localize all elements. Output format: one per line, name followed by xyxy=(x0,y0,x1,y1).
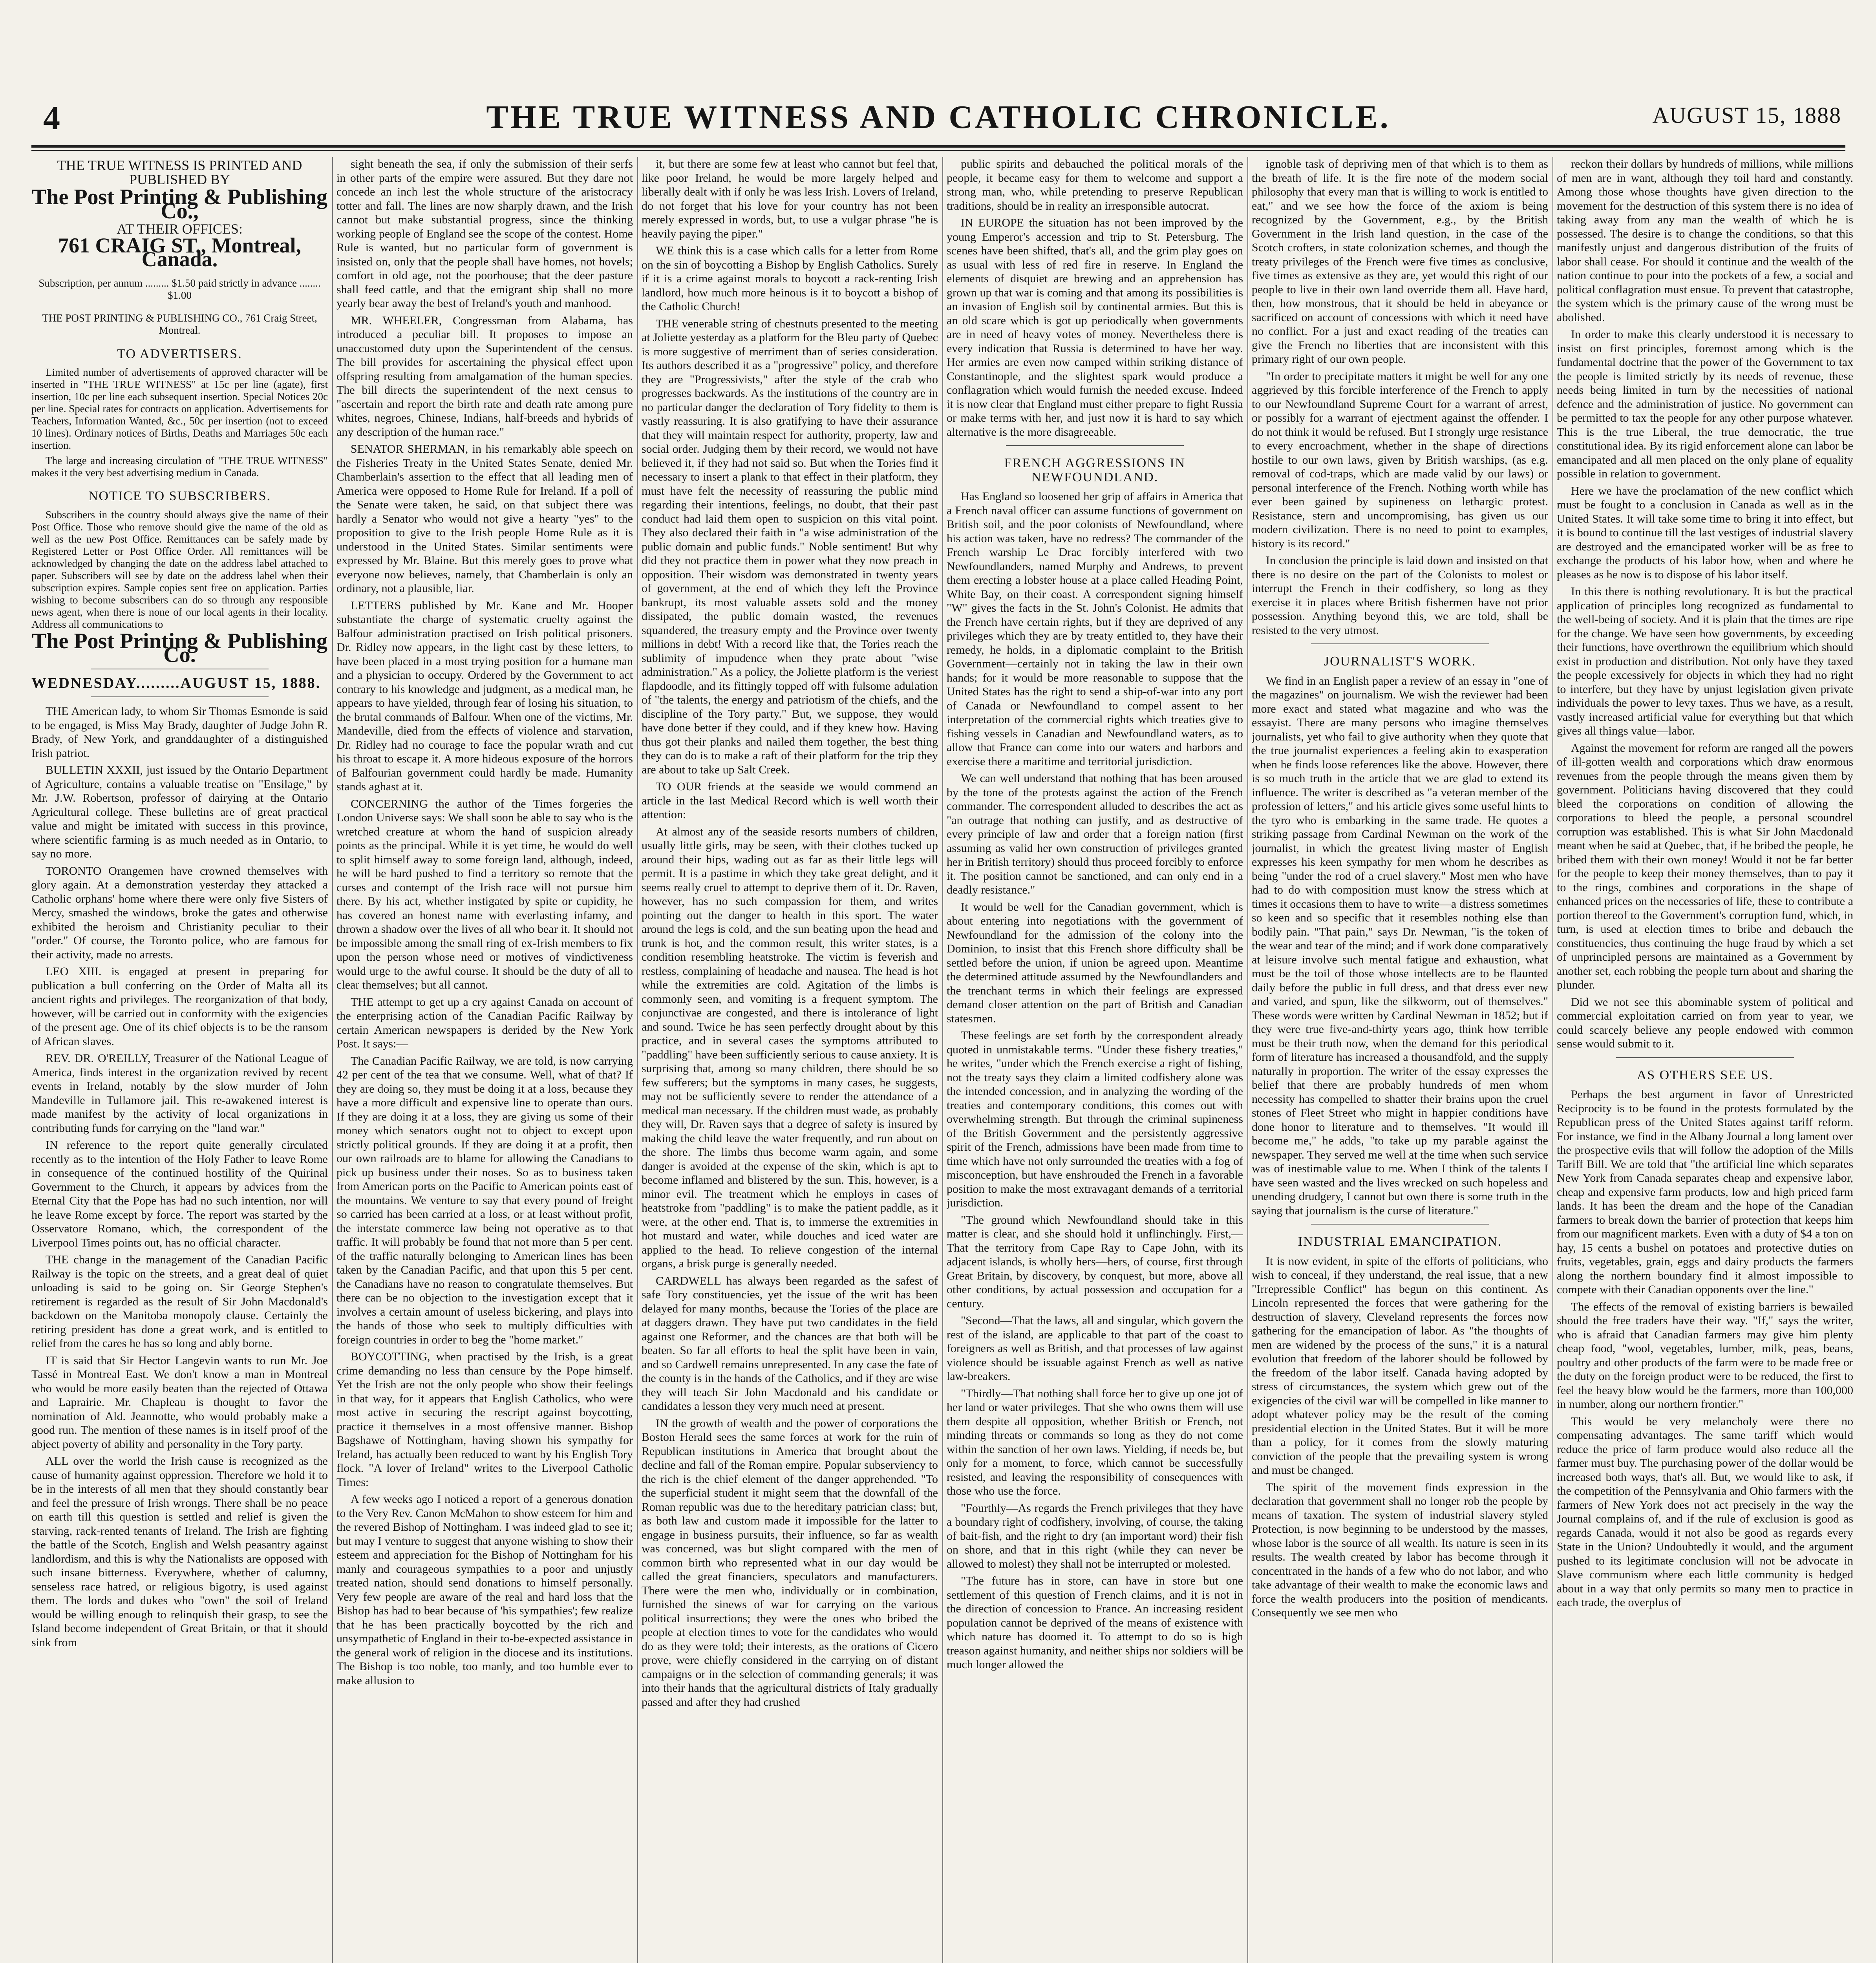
masthead-rule xyxy=(31,145,1845,151)
paragraph: "In order to precipitate matters it might be well for any one aggrieved by this forcible interference of the French to apply to our Newfoundland Supreme Court for a warrant of arrest, or possibly for a warrant of ejectment against the offender. I do not think it would be refused. But I strongly urge resistance to every encroachment, whether in the shape of directions hostile to our own laws, given by British warships, (as e.g. removal of cod-traps, which are made valid by our laws) or personal interference of the French. Nothing worth while has ever been gained by supineness on lethargic protest. Resistance, stern and uncompromising, has given us our modern civilization. There is no need to point to examples, history is its record." xyxy=(1252,369,1548,550)
paragraph: "Thirdly—That nothing shall force her to give up one jot of her land or water privileges. That she who owns them will use them despite all opposition, whether British or French, not minding threats or commands so long as they do not come within the sanction of her own laws. Yielding, if needs be, but only for a moment, to force, which cannot be successfully resisted, and leaving the responsibility of consequences with those who use the force. xyxy=(947,1387,1243,1497)
issue-date: AUGUST 15, 1888 xyxy=(1652,102,1841,128)
paragraph: TORONTO Orangemen have crowned themselves with glory again. At a demonstration yesterday they attacked a Catholic orphans' home where there were only five Sisters of Mercy, smashed the windows, broke the gates and otherwise exhibited the heroism and Christianity peculiar to their "order." Of course, the Toronto police, who are famous for their activity, made no arrests. xyxy=(31,864,328,961)
separator xyxy=(1616,1057,1794,1058)
paragraph: "The ground which Newfoundland should take in this matter is clear, and she should hold it unflinchingly. First,—That the territory from Cape Ray to Cape John, with its adjacent islands, is wholly hers—hers, of course, first through Great Britain, by discovery, by conquest, but more, above all other conditions, by actual possession and occupation for a century. xyxy=(947,1213,1243,1310)
column-divider xyxy=(332,157,333,1963)
publisher-intro: THE TRUE WITNESS IS PRINTED AND PUBLISHED BY xyxy=(57,157,302,187)
column-divider xyxy=(1247,157,1248,1963)
paragraph: IN EUROPE the situation has not been improved by the young Emperor's accession and trip to St. Petersburg. The scenes have been shifted, that's all, and the grim play goes on as usual with less of red fire in reserve. In England the elements of disquiet are brewing and an apprehension has grown up that war is coming and that among its possibilities is an invasion of English soil by continental armies. But this is an old scare which is got up periodically when governments are in need of heavy votes of money. Nevertheless there is every indication that Russia is determined to have her way. Her armies are even now camped within striking distance of Constantinople, and the slightest spark would produce a conflagration which would furnish the needed excuse. Indeed it is now clear that England must either prepare to fight Russia or make terms with her, and just now it is hard to say which alternative is the more disagreeable. xyxy=(947,216,1243,439)
column-1 xyxy=(31,157,328,1963)
column-3 xyxy=(642,157,938,1963)
section-heading-industrial-emancipation: INDUSTRIAL EMANCIPATION. xyxy=(1298,1234,1502,1249)
paragraph: This would be very melancholy were there no compensating advantages. The same tariff which would reduce the price of farm produce would also reduce all the farmer must buy. The purchasing power of the dollar would be increased both ways, that's all. But, we would like to ask, if the competition of the Pennsylvania and Ohio farmers with the farmers of New York does not act precisely in the way the Journal complains of, and if the rule of exclusion is good as regards Canada, would it not also be good as regards every State in the Union? Undoubtedly it would, and the argument pushed to its legitimate conclusion will not be advocate in Slave communism where each little community is hedged about in a way that only permits so many men to practice in each trade, the overplus of xyxy=(1557,1415,1853,1609)
paragraph: BULLETIN XXXII, just issued by the Ontario Department of Agriculture, contains a valuable treatise on "Ensilage," by Mr. J.W. Robertson, professor of dairying at the Ontario Agricultural college. These bulletins are of great practical value and might be imitated with success in this province, where scientific farming is as much needed as in Ontario, to say no more. xyxy=(31,764,328,860)
paragraph: IN the growth of wealth and the power of corporations the Boston Herald sees the same forces at work for the ruin of Republican institutions in America that brought about the decline and fall of the Roman empire. Popular subserviency to the rich is the chief element of the danger apprehended. "To the superficial student it might seem that the downfall of the Roman republic was due to the hereditary patrician class; but, as both law and custom made it impossible for the latter to engage in business pursuits, their influence, so far as wealth was concerned, was but slight compared with the men of common birth who represented what in our day would be called the great financiers, speculators and manufacturers. There were the men who, individually or in combination, furnished the sinews of war for carrying on the various political insurrections; they were the ones who bribed the people at election times to vote for the candidates who would do as they were told; their interests, as the orations of Cicero prove, were chiefly considered in the carrying on of distant campaigns or in the selection of commanding generals; it was into their hands that the agricultural districts of Italy gradually passed and after they had crushed xyxy=(642,1417,938,1709)
paragraph: THE venerable string of chestnuts presented to the meeting at Joliette yesterday as a platform for the Bleu party of Quebec is more suggestive of merriment than of series consideration. Its authors described it as a "progressive" policy, and therefore they are "Progressivists," after the style of the crab who progresses backwards. As the institutions of the country are in no particular danger the declaration of Tory fidelity to them is vastly reassuring. It is also gratifying to have their assurance that they will maintain respect for authority, property, law and social order. Judging them by their record, we would not have believed it, if they had not said so. But when the Tories find it necessary to insert a plank to that effect in their platform, they must have felt the necessity of reassuring the public mind regarding their intentions, feelings, no doubt, that their past conduct had laid them open to suspicion on this vital point. They also declared their faith in "a wise administration of the public domain and public funds." Noble sentiment! But why did they not practice them in power what they now preach in opposition. Their wisdom was demonstrated in twenty years of government, at the end of which they left the Province bankrupt, its most valuable assets sold and the money dissipated, the public domain wasted, the revenues squandered, the treasury empty and the Province over twenty millions in debt! With a record like that, the Tories reach the sublimity of impudence when they prate about "wise administration." As a policy, the Joliette platform is the veriest flapdoodle, and its fittingly topped off with fulsome adulation of "the talents, the energy and patriotism of the chiefs, and the discipline of the Tory party." But, we suppose, they would have done better if they could, and if they knew how. Having thus got their planks and nailed them together, the best thing they can do is to make a raft of their platform for the trip they are about to take up Salt Creek. xyxy=(642,317,938,776)
paragraph: it, but there are some few at least who cannot but feel that, like poor Ireland, he would be more largely helped and liberally dealt with if only he was less Irish. Lovers of Ireland, do not forget that his love for your country has not been merely expressed in words, but, to use a vulgar phrase "he is heavily paying the piper." xyxy=(642,157,938,240)
paragraph: "The future has in store, can have in store but one settlement of this question of French claims, and it is not in the direction of concession to France. An increasing resident population cannot be deprived of the means of existence with which nature has doomed it. To attempt to do so is high treason against humanity, and neither ships nor soldiers will be much longer allowed the xyxy=(947,1574,1243,1671)
paragraph: reckon their dollars by hundreds of millions, while millions of men are in want, although they toil hard and constantly. Among those whose thoughts have given direction to the movement for the destruction of this system there is no idea of taking away from any man the wealth of which he is possessed. The desire is to change the conditions, so that this manifestly unjust and dangerous distribution of the fruits of labor shall cease. For should it continue and the wealth of the nation continue to pour into the pockets of a few, a social and political conflagration must ensue. To prevent that catastrophe, the system which is the primary cause of the wrong must be abolished. xyxy=(1557,157,1853,324)
subscribers-heading: NOTICE TO SUBSCRIBERS. xyxy=(88,489,271,503)
paragraph: The spirit of the movement finds expression in the declaration that government shall no longer rob the people by means of taxation. The system of industrial slavery styled Protection, is now beginning to be understood by the masses, whose labor is the source of all wealth. Its nature is seen in its results. The wealth created by labor has become through it concentrated in the hands of a few who do not labor, and who take advantage of their wealth to make the economic laws and force the wealth producers into the position of mendicants. Consequently we see men who xyxy=(1252,1480,1548,1619)
issue-dateline: WEDNESDAY.........AUGUST 15, 1888. xyxy=(31,674,321,691)
article-paragraphs xyxy=(1252,157,1548,637)
column-4 xyxy=(947,157,1243,1963)
section-heading-as-others-see-us: AS OTHERS SEE US. xyxy=(1636,1067,1774,1082)
paragraph: "Fourthly—As regards the French privileges that they have a boundary right of codfishery, involving, of course, the taking of bait-fish, and the right to dry (an important word) their fish on shore, and that in this right (while they can never be allowed to molest) they shall not be interrupted or molested. xyxy=(947,1501,1243,1570)
paragraph: Here we have the proclamation of the new conflict which must be fought to a conclusion in Canada as well as in the United States. It will take some time to bring it into effect, but it is bound to continue till the last vestiges of industrial slavery are destroyed and the emancipated worker will be as free to exchange the products of his labor how, when and where he pleases as he now is to dispose of his labor itself. xyxy=(1557,484,1853,581)
subscribers-text: Subscribers in the country should always give the name of their Post Office. Those who remove should give the name of the old as well as the new Post Office. Remittances can be safely made by Registered Letter or Post Office Order. All remittances will be acknowledged by changing the date on the address label attached to paper. Subscribers will see by date on the address label when their subscription expires. Sample copies sent free on application. Parties wishing to become subscribers can do so through any responsible news agent, when there is none of our local agents in their locality. Address all communications to xyxy=(31,508,328,630)
article-paragraphs xyxy=(947,490,1243,1672)
paragraph: It would be well for the Canadian government, which is about entering into negotiations with the government of Newfoundland for the admission of the colony into the Dominion, to insist that this French shore difficulty shall be settled before the union, if union be agreed upon. Meantime the determined attitude assumed by the Newfoundlanders and the trenchant terms in which their feelings are expressed demand closer attention on the part of British and Canadian statesmen. xyxy=(947,900,1243,1025)
paragraph: REV. DR. O'REILLY, Treasurer of the National League of America, finds interest in the organization revived by recent events in Ireland, notably by the slow murder of John Mandeville in Tullamore jail. This re-awakened interest is made manifest by the activity of local organizations in contributing funds for carrying on the "land war." xyxy=(31,1052,328,1135)
paragraph: The effects of the removal of existing barriers is bewailed should the free traders have their way. "If," says the writer, who is afraid that Canadian farmers may give him plenty cheap food, "wool, vegetables, lumber, milk, peas, beans, poultry and other products of the farm were to be made free or the duty on the foreign product were to be reduced, the first to feel the heavy blow would be the farmers, more than 100,000 in number, along our northern frontier." xyxy=(1557,1300,1853,1411)
separator xyxy=(1006,445,1184,446)
paragraph: "Second—That the laws, all and singular, which govern the rest of the island, are applicable to that part of the coast to foreigners as well as British, and that processes of law against violence should be issuable against French as well as native law-breakers. xyxy=(947,1314,1243,1383)
paragraph: Perhaps the best argument in favor of Unrestricted Reciprocity is to be found in the protests formulated by the Republican press of the United States against tariff reform. For instance, we find in the Albany Journal a long lament over the prospective evils that will follow the adoption of the Mills Tariff Bill. We are told that "the artificial line which separates New York from Canada separates cheap and expensive labor, cheap and expensive farm products, low and high priced farm lands. It has been the dream and the hope of the Canadian farmers to break down the barrier of protection that keeps him from our magnificent markets. Even with a duty of $4 a ton on hay, 15 cents a bushel on potatoes and protective duties on fruits, vegetables, grain, eggs and dairy products the farmers along the northern boundary find it almost impossible to compete with their Canadian opponents over the line." xyxy=(1557,1088,1853,1296)
editorial-paragraphs xyxy=(31,704,328,1649)
paragraph: CONCERNING the author of the Times forgeries the London Universe says: We shall soon be able to say who is the wretched creature at whom the hand of suspicion already points as the principal. While it is yet time, he would do well to split himself away to some foreign land, although, indeed, he will be hard pushed to find a territory so remote that the curses and contempt of the Irish race will not pursue him there. By his act, whether instigated by spite or cupidity, he has covered an honest name with everlasting infamy, and thrown a shadow over the lives of all who bear it. It should not be impossible among the small ring of ex-Irish members to fix upon the person whose need or motives of vindictiveness would urge to the awful course. It should be the duty of all to clear themselves; but all cannot. xyxy=(336,797,633,991)
paragraph: ignoble task of depriving men of that which is to them as the breath of life. It is the fire note of the modern social philosophy that every man that is willing to work is entitled to eat," and we see how the force of the axiom is being recognized by the Government, e.g., by the British Government in the Irish land question, in the case of the Scotch crofters, in state colonization schemes, and though the treaty privileges of the French were five times as conclusive, five times as extensive as they are, yet would this right of our people to live in their own land override them all. Have hard, then, how monstrous, that it should be held in abeyance or sacrificed on account of concessions with which it need have no conflict. For a just and exact reading of the treaties can give the French no liberties that are inconsistent with this primary right of our own people. xyxy=(1252,157,1548,366)
article-paragraphs xyxy=(1252,674,1548,1218)
newspaper-title: THE TRUE WITNESS AND CATHOLIC CHRONICLE. xyxy=(486,99,1391,135)
publisher-name-footer: The Post Printing & Publishing Co. xyxy=(31,629,328,667)
separator xyxy=(91,696,269,697)
page-number: 4 xyxy=(43,99,60,137)
article-paragraphs xyxy=(1557,157,1853,1051)
column-divider xyxy=(637,157,638,1963)
paragraph: Did we not see this abominable system of political and commercial exploitation carried on from year to year, we could scarcely believe any people endowed with common sense would submit to it. xyxy=(1557,995,1853,1050)
separator xyxy=(1311,1224,1489,1225)
paragraph: MR. WHEELER, Congressman from Alabama, has introduced a peculiar bill. It proposes to impose an unaccustomed duty upon the Superintendent of the census. The bill provides for ascertaining the physical effect upon offspring resulting from amalgamation of the human species. The bill directs the superintendent of the next census to "ascertain and report the birth rate and death rate among pure whites, negroes, Chinese, Indians, half-breeds and hybrids of any description of the human race." xyxy=(336,314,633,439)
section-heading-journalists-work: JOURNALIST'S WORK. xyxy=(1324,654,1476,669)
paragraph: TO OUR friends at the seaside we would commend an article in the last Medical Record which is well worth their attention: xyxy=(642,780,938,821)
article-paragraphs xyxy=(1252,1254,1548,1620)
editorial-paragraphs xyxy=(947,157,1243,439)
paragraph: LETTERS published by Mr. Kane and Mr. Hooper substantiate the charge of systematic cruelty against the Balfour administration practised on Irish political prisoners. Dr. Ridley now appears, in the light cast by these letters, to have been placed in a most trying position for a humane man and a physician to occupy. Ordered by the Government to act contrary to his knowledge and judgment, as a medical man, he appears to have yielded, through fear of losing his situation, to the brutal commands of Balfour. When one of the victims, Mr. Mandeville, died from the effects of violence and starvation, Dr. Ridley had no courage to face the popular wrath and cut his throat to escape it. A more hideous exposure of the horrors of Balfourian government could hardly be made. Humanity stands aghast at it. xyxy=(336,599,633,793)
paragraph: THE change in the management of the Canadian Pacific Railway is the topic on the streets, and a great deal of quiet unloading is said to be going on. Sir George Stephen's retirement is regarded as the result of Sir John Macdonald's backdown on the Manitoba monopoly clause. Certainly the retiring president has done a great work, and is entitled to relief from the cares he has so long and ably borne. xyxy=(31,1253,328,1350)
paragraph: WE think this is a case which calls for a letter from Rome on the sin of boycotting a Bishop by English Catholics. Surely if it is a crime against morals to boycott a rack-renting Irish landlord, how much more heinous is it to boycott a bishop of the Catholic Church! xyxy=(642,244,938,313)
paragraph: In conclusion the principle is laid down and insisted on that there is no desire on the part of the Colonists to molest or interrupt the French in their codfishery, so long as they exercise it in places where British fishermen have not prior possession. Anything beyond this, we are told, shall be resisted to the very utmost. xyxy=(1252,554,1548,637)
masthead xyxy=(31,98,1845,141)
column-6 xyxy=(1557,157,1853,1963)
publisher-address: 761 CRAIG ST., Montreal, Canada. xyxy=(58,233,301,271)
publisher-name: The Post Printing & Publishing Co., xyxy=(31,185,328,223)
paragraph: IN reference to the report quite generally circulated recently as to the intention of the Holy Father to leave Rome in consequence of the continued hostility of the Quirinal Government to the Church, it appears by advices from the Eternal City that the Pope has had no such intention, nor will he leave Rome except by force. The report was started by the Osservatore Romano, which, the correspondent of the Liverpool Times points out, has no official character. xyxy=(31,1139,328,1249)
paragraph: ALL over the world the Irish cause is recognized as the cause of humanity against oppression. Therefore we hold it to be in the interests of all men that they should constantly bear and feel the pressure of Irish wrongs. There shall be no peace on earth till this question is settled and relief is given the starving, rack-rented tenants of Ireland. The Irish are fighting the battle of the Scotch, English and Welsh peasantry against landlordism, and this is why the Nationalists are opposed with such insane bitterness. Everywhere, whether of calumny, senseless race hatred, or religious bigotry, is used against them. The lords and dukes who "own" the soil of Ireland would be willing enough to relinquish their grasp, to see the Island become independent of Great Britain, or that it should sink from xyxy=(31,1455,328,1649)
editorial-paragraphs xyxy=(336,157,633,1687)
paragraph: In order to make this clearly understood it is necessary to insist on first principles, foremost among which is the fundamental doctrine that the power of the Government to tax the people is limited strictly by its needs of revenue, these needs being limited in turn by the necessities of national defence and the administration of justice. No government can be permitted to tax the people for any other purpose whatever. This is the true Liberal, the true democratic, the true constitutional idea. By its rigid enforcement alone can labor be emancipated and all men placed on the only plane of equality possible in relation to government. xyxy=(1557,328,1853,480)
offices-label: AT THEIR OFFICES: xyxy=(117,221,243,237)
paragraph: public spirits and debauched the political morals of the people, it became easy for them to welcome and support a strong man, who, while pretending to preserve Republican traditions, should be in reality an irresponsible autocrat. xyxy=(947,157,1243,212)
column-divider xyxy=(942,157,943,1963)
paragraph: Has England so loosened her grip of affairs in America that a French naval officer can assume functions of government on British soil, and the poor colonists of Newfoundland, where his action was taken, have no redress? The commander of the French warship Le Drac forcibly interfered with two Newfoundlanders, named Murphy and Andrews, to prevent them erecting a lobster house at a place called Heading Point, White Bay, on their coast. A correspondent signing himself "W" gives the facts in the St. John's Colonist. He admits that the French have certain rights, but if they are deprived of any privileges which they are by treaty entitled to, they have their remedy, he holds, in a diplomatic complaint to the British Government—certainly not in taking the law in their own hands; for it would be more reasonable to suppose that the United States has the right to send a ship-of-war into any port of Canada or Newfoundland to compel assent to her interpretation of the commercial rights which treaties give to fishing vessels in Canadian and Newfoundland waters, as to allow that France can come into our waters and harbors and exercise there a maritime and territorial jurisdiction. xyxy=(947,490,1243,768)
paragraph: LEO XIII. is engaged at present in preparing for publication a bull conferring on the Order of Malta all its ancient rights and privileges. The reorganization of that body, however, will be carried out in conformity with the exigencies of the present age. One of its chief objects is to be the ransom of African slaves. xyxy=(31,965,328,1048)
column-divider xyxy=(1552,157,1553,1963)
post-company: THE POST PRINTING & PUBLISHING CO., 761 Craig Street, Montreal. xyxy=(42,312,317,336)
paragraph: We find in an English paper a review of an essay in "one of the magazines" on journalism. We wish the reviewer had been more exact and stated what magazine and who was the essayist. There are many persons who imagine themselves journalists, yet who fail to give authority when they quote that the true journalist experiences a feeling akin to exasperation when he finds loose references like the above. However, there is so much truth in the article that we are glad to extend its influence. The writer is described as "a veteran member of the profession of letters," and his article gives some useful hints to the tyro who is embarking in the same trade. He quotes a striking passage from Cardinal Newman on the work of the journalist, in which the greatest living master of English expresses his keen sympathy for men whom he describes as being "under the rod of a cruel slavery." Most men who have had to do with composition must know the stress which at times it occasions them to have to write—a distress sometimes so keen and so specific that it resembles nothing else than bodily pain. "That pain," says Dr. Newman, "is the token of the wear and tear of the mind; and if work done comparatively at leisure involve such mental fatigue and exhaustion, what must be the toil of those whose intellects are to be flaunted daily before the public in full dress, and that dress ever new and varied, and spun, like the silkworm, out of themselves." These words were written by Cardinal Newman in 1852; but if they were true five-and-thirty years ago, think how terrible must be their truth now, when the demand for this periodical form of literature has increased a thousandfold, and the supply naturally in proportion. The writer of the essay expresses the belief that there are probably hundreds of men whom necessity has compelled to shatter their brains upon the cruel stones of Fleet Street who might in happier conditions have done honor to literature and to themselves. "It would ill become me," he adds, "to take up my parable against the newspaper. They served me well at the time when such service was of inestimable value to me. When I think of the talents I have seen wasted and the lives wrecked on such hopeless and unending drudgery, I cannot but own there is some truth in the saying that journalism is the curse of literature." xyxy=(1252,674,1548,1217)
paragraph: At almost any of the seaside resorts numbers of children, usually little girls, may be seen, with their clothes tucked up around their hips, wading out as far as their little legs will permit. It is a pastime in which they take great delight, and it seems really cruel to attempt to deprive them of it. Dr. Raven, however, has no such compassion for them, and writes pointing out the danger to health in this sport. The water around the legs is cold, and the sun beating upon the head and trunk is hot, and the common result, this writer states, is a condition resembling heatstroke. The victim is feverish and restless, complaining of headache and nausea. The head is hot while the extremities are cold. Agitation of the limbs is commonly seen, and vomiting is a frequent symptom. The conjunctivae are congested, and there is intolerance of light and sound. Twice he has seen perfectly drought about by this practice, and in several cases the symptoms attributed to "paddling" have been sufficiently serious to cause anxiety. It is surprising that, among so many children, there should be so few sufferers; but the symptoms in many cases, he suggests, may not be sufficiently severe to render the attendance of a medical man necessary. If the children must wade, as probably they will, Dr. Raven says that a degree of safety is insured by making the child leave the water frequently, and run about on the shore. The limbs thus become warm again, and some danger is avoided at the expense of the skin, which is apt to become inflamed and blistered by the sun. This, however, is a minor evil. The treatment which he employs in cases of heatstroke from "paddling" is to make the patient paddle, as it were, at the other end. That is, to immerse the extremities in hot mustard and water, while douches and iced water are applied to the head. To relieve congestion of the internal organs, a brisk purge is generally needed. xyxy=(642,825,938,1270)
paragraph: Against the movement for reform are ranged all the powers of ill-gotten wealth and corporations which draw enormous revenues from the people through the means given them by government. Politicians having discovered that they could bleed the corporations on condition of allowing the corporations to bleed the people, a personal scoundrel corruption was established. This is what Sir John Macdonald meant when he said at Quebec, that, if he bribed the people, he bribed them with their own money! Would it not be far better for the people to keep their money themselves, than to pay it to the rings, combines and corporations in the shape of enhanced prices on the necessaries of life, these to contribute a portion thereof to the Government's corruption fund, which, in turn, is used at election times to bribe and debauch the constituencies, thus continuing the huge fraud by which a set of unprincipled persons are maintained as a Government by another set, each robbing the people turn about and sharing the plunder. xyxy=(1557,741,1853,991)
separator xyxy=(1311,643,1489,644)
section-heading-french-aggressions: FRENCH AGGRESSIONS IN NEWFOUNDLAND. xyxy=(1004,456,1186,484)
subscription-rates: Subscription, per annum ......... $1.50 paid strictly in advance ........ $1.00 xyxy=(38,277,321,301)
paragraph: These feelings are set forth by the correspondent already quoted in unmistakable terms. "Under these fishery treaties," he writes, "under which the French exercise a right of fishing, not the treaty says they claim a limited codfishery alone was the intended concession, and in analyzing the wording of the treaties and contemporary conditions, this comes out with overwhelming strength. But through the criminal supineness of the British Government and the persistently aggressive spirit of the French, admissions have been made from time to time which have not only surrounded the treaties with a fog of misconception, but have enshrouded the French in a favorable position to make the most extravagant demands of a territorial jurisdiction. xyxy=(947,1029,1243,1209)
advertisers-text-2: The large and increasing circulation of "THE TRUE WITNESS" makes it the very best advertising medium in Canada. xyxy=(31,455,328,479)
paragraph: sight beneath the sea, if only the submission of their serfs in other parts of the empire were assured. But they dare not concede an inch lest the whole structure of the aristocracy totter and fall. The lines are now sharply drawn, and the Irish cannot but make substantial progress, since the thinking working people of England see the scope of the contest. Home Rule is wanted, but no particular form of government is insisted on, only that the people shall have homes, not hovels; comfort in old age, not the poorhouse; that the deer pasture shall feed cattle, and that the emigrant ship shall no more yearly bear away the best of Ireland's youth and manhood. xyxy=(336,157,633,310)
column-5 xyxy=(1252,157,1548,1963)
paragraph: THE American lady, to whom Sir Thomas Esmonde is said to be engaged, is Miss May Brady, daughter of Judge John R. Brady, of New York, and granddaughter of a distinguished Irish patriot. xyxy=(31,705,328,760)
paragraph: The Canadian Pacific Railway, we are told, is now carrying 42 per cent of the tea that we consume. Well, what of that? If they are doing so, they must be doing it at a loss, because they have a more difficult and expensive line to operate than ours. If they are doing it at a loss, they are giving us some of their money which senators ought not to object to except upon strictly political grounds. If they are doing it at a profit, then our own railroads are to blame for allowing the Canadians to pick up business under their noses. So as to business taken from American ports on the Pacific to American points east of the mountains. We venture to say that every pound of freight so carried has been carried at a loss, or at least without profit, the interstate commerce law being not operative as to that traffic. It will probably be found that not more than 5 per cent. of the traffic naturally belonging to American lines has been taken by the Canadian Pacific, and that upon this 5 per cent. the Canadians have no reason to congratulate themselves. But there can be no objection to the investigation except that it involves a certain amount of useless bickering, and plays into the hands of those who seek to multiply difficulties with foreign countries in order to beg the "home market." xyxy=(336,1054,633,1346)
column-2 xyxy=(336,157,633,1963)
paragraph: A few weeks ago I noticed a report of a generous donation to the Very Rev. Canon McMahon to show esteem for him and the revered Bishop of Nottingham. I was indeed glad to see it; but may I venture to suggest that anyone wishing to show their esteem and appreciation for the Bishop of Nottingham for his manly and courageous sympathies to a poor and unjustly treated nation, should send donations to himself personally. Very few people are aware of the real and hard loss that the Bishop has had to bear because of 'his sympathies'; few realize that he has been practically boycotted by the rich and unsympathetic of England in their to-be-expected assistance in the general work of religion in the diocese and its institutions. The Bishop is too noble, too manly, and too humble ever to make allusion to xyxy=(336,1493,633,1687)
paragraph: In this there is nothing revolutionary. It is but the practical application of principles long recognized as fundamental to the well-being of society. And it is plain that the times are ripe for the change. We have seen how governments, by exceeding their functions, have overthrown the equilibrium which should exist in production and distribution. Not only have they taxed the people excessively for objects in which they had no right to interfere, but they have by unjust legislation given private individuals the power to levy taxes. Thus we have, as a result, vastly increased artificial value for everything but that which gives all things value—labor. xyxy=(1557,585,1853,737)
paragraph: THE attempt to get up a cry against Canada on account of the enterprising action of the Canadian Pacific Railway by certain American newspapers is derided by the New York Post. It says:— xyxy=(336,995,633,1050)
paragraph: It is now evident, in spite of the efforts of politicians, who wish to conceal, if they understand, the real issue, that a new "Irrepressible Conflict" has begun on this continent. As Lincoln represented the forces that were gathering for the destruction of slavery, Cleveland represents the forces now gathering for the emancipation of labor. As "the thoughts of men are widened by the process of the suns," it is a natural evolution that freedom of the laborer should be followed by the freedom of the labor itself. Canada having adopted by stress of circumstances, the system which grew out of the exigencies of the civil war will be compelled in like manner to adopt whatever policy may be the result of the coming presidential election in the United States. But it will be more than a policy, for it comes from the slowly maturing conviction of the people that the prevailing system is wrong and must be changed. xyxy=(1252,1254,1548,1477)
paragraph: We can well understand that nothing that has been aroused by the tone of the protests against the action of the French commander. The correspondent alluded to describes the act as "an outrage that nothing can justify, and as destructive of every principle of law and order that a foreign nation (first assuming as valid her own construction of privileges granted her in British territory) should thus proceed forcibly to enforce it. The position cannot be sanctioned, and can only end in a deadly resistance." xyxy=(947,772,1243,896)
advertisers-heading: TO ADVERTISERS. xyxy=(117,346,242,361)
paragraph: CARDWELL has always been regarded as the safest of safe Tory constituencies, yet the issue of the writ has been delayed for many months, because the Tories of the place are at daggers drawn. They have put two candidates in the field against one Reformer, and the chances are that both will be beaten. So far all efforts to heal the split have been in vain, and so Cardwell remains unrepresented. In any case the fate of the county is in the hands of the Catholics, and if they are wise they will teach Sir John Macdonald and his candidate or candidates a lesson they very much need at present. xyxy=(642,1274,938,1413)
article-paragraphs xyxy=(1557,1088,1853,1610)
paragraph: SENATOR SHERMAN, in his remarkably able speech on the Fisheries Treaty in the United States Senate, denied Mr. Chamberlain's assertion to the effect that all leading men of America were opposed to Home Rule for Ireland. If a poll of the Senate were taken, he said, on that subject there was hardly a Senator who would not give a hearty "yes" to the proposition to give to the Irish people Home Rule as it is understood in the United States. Similar sentiments were expressed by Mr. Blaine. But this merely goes to prove what everyone now believes, namely, that Chamberlain is only an ordinary, not a plausible, liar. xyxy=(336,442,633,595)
editorial-paragraphs xyxy=(642,157,938,1709)
advertisers-text: Limited number of advertisements of approved character will be inserted in "THE TRUE WITNESS" at 15c per line (agate), first insertion, 10c per line each subsequent insertion. Special Notices 20c per line. Special rates for contracts on application. Advertisements for Teachers, Information Wanted, &c., 50c per insertion (not to exceed 10 lines). Ordinary notices of Births, Deaths and Marriages 50c each insertion. xyxy=(31,366,328,451)
paragraph: BOYCOTTING, when practised by the Irish, is a great crime demanding no less than censure by the Pope himself. Yet the Irish are not the only people who show their feelings in that way, for it appears that English Catholics, who were most active in securing the rescript against boycotting, practice it themselves in a most offensive manner. Bishop Bagshawe of Nottingham, having shown his sympathy for Ireland, has actually been reduced to want by his English Tory flock. "A lover of Ireland" writes to the Liverpool Catholic Times: xyxy=(336,1350,633,1489)
paragraph: IT is said that Sir Hector Langevin wants to run Mr. Joe Tassé in Montreal East. We don't know a man in Montreal who would be more easily beaten than the rejected of Ottawa and Laprairie. Mr. Chapleau is thought to favor the nomination of Ald. Jeannotte, who would probably make a good run. The mention of these names is in itself proof of the abject poverty of ability and personality in the Tory party. xyxy=(31,1354,328,1451)
